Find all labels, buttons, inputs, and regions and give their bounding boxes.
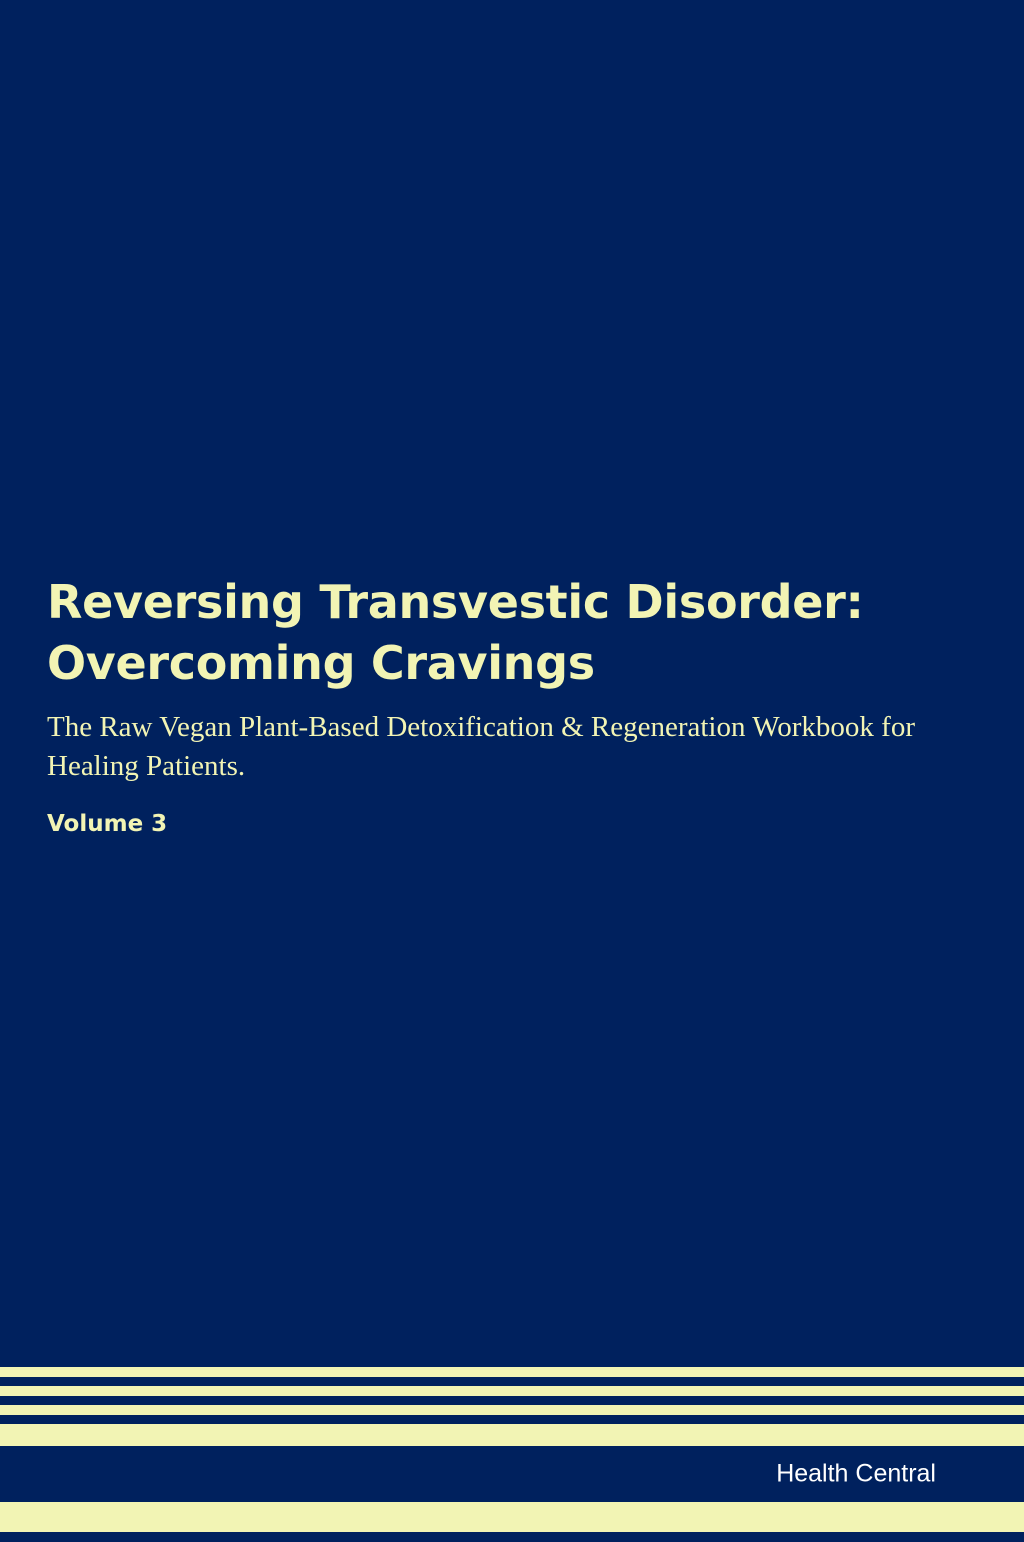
decorative-stripes <box>0 1367 1024 1542</box>
publisher-name: Health Central <box>776 1459 936 1488</box>
stripe-light-1 <box>0 1367 1024 1377</box>
stripe-light-wide <box>0 1424 1024 1446</box>
stripe-dark-bottom <box>0 1532 1024 1542</box>
volume-label: Volume 3 <box>47 810 168 837</box>
stripe-dark-2 <box>0 1396 1024 1405</box>
cover-subtitle: The Raw Vegan Plant-Based Detoxification & Regeneration Workbook for Healing Patients. <box>47 711 915 782</box>
publisher-band <box>0 1446 1024 1502</box>
stripe-light-bottom <box>0 1502 1024 1532</box>
stripe-light-3 <box>0 1405 1024 1415</box>
cover-text-block <box>47 572 937 837</box>
stripe-dark-3 <box>0 1415 1024 1424</box>
stripe-dark-1 <box>0 1377 1024 1386</box>
page-title: Reversing Transvestic Disorder: Overcoming Cravings <box>47 575 864 691</box>
stripe-light-2 <box>0 1386 1024 1396</box>
